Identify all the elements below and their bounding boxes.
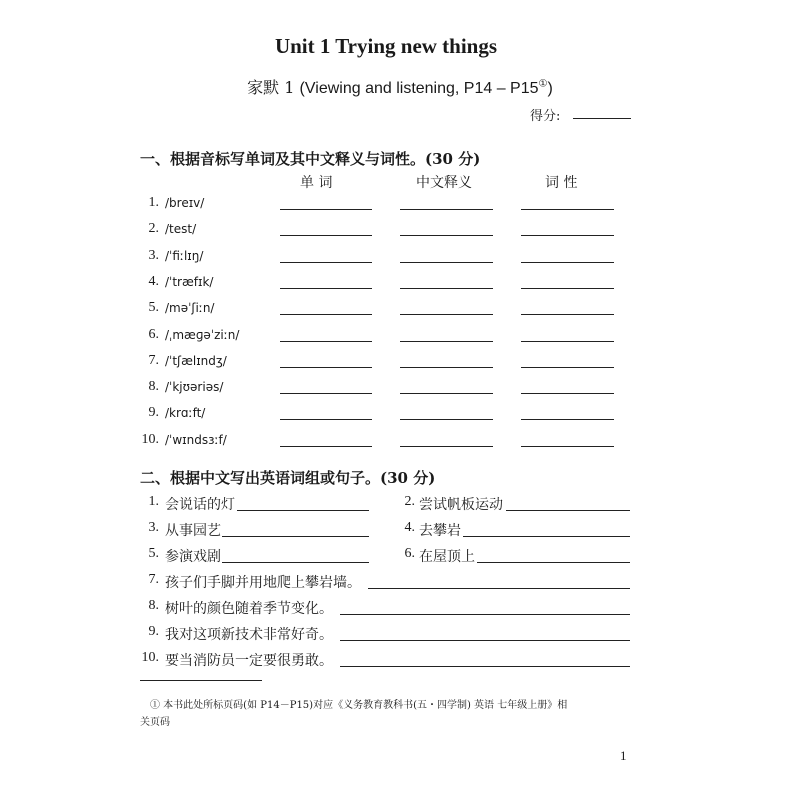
footnote-mark: ① xyxy=(538,78,548,90)
s1-item-3-meaning-blank[interactable] xyxy=(400,262,493,263)
s1-item-7-meaning-blank[interactable] xyxy=(400,367,493,368)
s2-item-8-num: 8. xyxy=(148,598,159,613)
s1-item-4-meaning-blank[interactable] xyxy=(400,288,493,289)
s2-item-5-blank[interactable] xyxy=(222,562,369,563)
s1-item-6-word-blank[interactable] xyxy=(280,341,372,342)
s2-item-7-prompt: 孩子们手脚并用地爬上攀岩墙。 xyxy=(165,575,361,591)
s1-item-2-meaning-blank[interactable] xyxy=(400,235,493,236)
s1-item-5-meaning-blank[interactable] xyxy=(400,314,493,315)
s1-item-7-pos-blank[interactable] xyxy=(521,367,614,368)
s1-item-6-pos-blank[interactable] xyxy=(521,341,614,342)
s1-item-10-num: 10. xyxy=(141,432,159,447)
s2-item-1-blank[interactable] xyxy=(237,510,369,511)
s2-item-8-blank[interactable] xyxy=(340,614,630,615)
s1-item-4-num: 4. xyxy=(148,274,159,289)
section2-heading: 二、根据中文写出英语词组或句子。(30 分) xyxy=(140,469,436,487)
s1-item-8-pos-blank[interactable] xyxy=(521,393,614,394)
s2-item-3-prompt: 从事园艺 xyxy=(165,523,221,539)
s1-item-3-num: 3. xyxy=(148,248,159,263)
s1-item-2-pos-blank[interactable] xyxy=(521,235,614,236)
s1-item-1-pos-blank[interactable] xyxy=(521,209,614,210)
s1-item-10-meaning-blank[interactable] xyxy=(400,446,493,447)
s1-item-5-num: 5. xyxy=(148,300,159,315)
page-subtitle xyxy=(0,75,800,98)
s1-item-5-pos-blank[interactable] xyxy=(521,314,614,315)
s1-item-4-word-blank[interactable] xyxy=(280,288,372,289)
col-meaning-header: 中文释义 xyxy=(416,175,472,191)
s2-item-4-blank[interactable] xyxy=(463,536,630,537)
s1-item-7-num: 7. xyxy=(148,353,159,368)
s2-item-5-num: 5. xyxy=(148,546,159,561)
s1-item-10-phonetic: /ˈwɪndsɜːf/ xyxy=(165,433,227,447)
s2-item-9-num: 9. xyxy=(148,624,159,639)
s1-item-7-word-blank[interactable] xyxy=(280,367,372,368)
s2-item-5-prompt: 参演戏剧 xyxy=(165,549,221,565)
s2-item-6-blank[interactable] xyxy=(477,562,630,563)
s2-item-3-blank[interactable] xyxy=(222,536,369,537)
s2-item-6-prompt: 在屋顶上 xyxy=(419,549,475,565)
s1-item-3-pos-blank[interactable] xyxy=(521,262,614,263)
s1-item-2-num: 2. xyxy=(148,221,159,236)
s2-item-1-prompt: 会说话的灯 xyxy=(165,497,235,513)
footnote-line-2: 关页码 xyxy=(140,717,170,728)
page-number: 1 xyxy=(620,748,627,763)
s1-item-6-meaning-blank[interactable] xyxy=(400,341,493,342)
s1-item-3-word-blank[interactable] xyxy=(280,262,372,263)
s2-item-10-num: 10. xyxy=(141,650,159,665)
s1-item-1-num: 1. xyxy=(148,195,159,210)
score-blank[interactable] xyxy=(573,118,631,119)
s1-item-3-phonetic: /ˈfiːlɪŋ/ xyxy=(165,249,204,263)
s1-item-9-meaning-blank[interactable] xyxy=(400,419,493,420)
s1-item-10-word-blank[interactable] xyxy=(280,446,372,447)
section1-heading: 一、根据音标写单词及其中文释义与词性。(30 分) xyxy=(140,150,481,168)
s1-item-2-word-blank[interactable] xyxy=(280,235,372,236)
s1-item-9-phonetic: /krɑːft/ xyxy=(165,406,206,420)
s1-item-9-word-blank[interactable] xyxy=(280,419,372,420)
footnote-rule xyxy=(140,680,262,681)
s1-item-8-phonetic: /ˈkjʊəriəs/ xyxy=(165,380,224,394)
s2-item-8-prompt: 树叶的颜色随着季节变化。 xyxy=(165,601,333,617)
s2-item-6-num: 6. xyxy=(404,546,415,561)
s1-item-6-num: 6. xyxy=(148,327,159,342)
s1-item-2-phonetic: /test/ xyxy=(165,222,197,236)
s1-item-4-pos-blank[interactable] xyxy=(521,288,614,289)
subtitle-cn: 家默 1 xyxy=(247,78,295,97)
s2-item-1-num: 1. xyxy=(148,494,159,509)
s2-item-2-prompt: 尝试帆板运动 xyxy=(419,497,503,513)
s1-item-1-phonetic: /breɪv/ xyxy=(165,196,205,210)
s1-item-1-word-blank[interactable] xyxy=(280,209,372,210)
s2-item-10-blank[interactable] xyxy=(340,666,630,667)
s1-item-8-num: 8. xyxy=(148,379,159,394)
subtitle-en: (Viewing and listening, P14 – P15 xyxy=(299,80,539,97)
s1-item-7-phonetic: /ˈtʃælɪndʒ/ xyxy=(165,354,227,368)
s1-item-10-pos-blank[interactable] xyxy=(521,446,614,447)
s2-item-7-num: 7. xyxy=(148,572,159,587)
s1-item-9-pos-blank[interactable] xyxy=(521,419,614,420)
s2-item-9-blank[interactable] xyxy=(340,640,630,641)
s1-item-8-word-blank[interactable] xyxy=(280,393,372,394)
s2-item-2-num: 2. xyxy=(404,494,415,509)
col-word-header: 单 词 xyxy=(300,175,333,191)
s1-item-5-phonetic: /məˈʃiːn/ xyxy=(165,301,215,315)
s1-item-9-num: 9. xyxy=(148,405,159,420)
score-label: 得分: xyxy=(530,109,561,124)
footnote-line-1: ① 本书此处所标页码(如 P14－P15)对应《义务教育教科书(五・四学制) 英语 七年级上册》相 xyxy=(150,700,568,711)
s2-item-7-blank[interactable] xyxy=(368,588,630,589)
s2-item-10-prompt: 要当消防员一定要很勇敢。 xyxy=(165,653,333,669)
s2-item-2-blank[interactable] xyxy=(506,510,630,511)
s2-item-4-num: 4. xyxy=(404,520,415,535)
col-pos-header: 词 性 xyxy=(545,175,578,191)
s1-item-5-word-blank[interactable] xyxy=(280,314,372,315)
s1-item-6-phonetic: /ˌmæɡəˈziːn/ xyxy=(165,328,240,342)
s1-item-4-phonetic: /ˈtræfɪk/ xyxy=(165,275,214,289)
s1-item-1-meaning-blank[interactable] xyxy=(400,209,493,210)
s2-item-4-prompt: 去攀岩 xyxy=(419,523,461,539)
s1-item-8-meaning-blank[interactable] xyxy=(400,393,493,394)
s2-item-9-prompt: 我对这项新技术非常好奇。 xyxy=(165,627,333,643)
subtitle-close: ) xyxy=(547,80,553,97)
page-title: Unit 1 Trying new things xyxy=(274,34,498,58)
s2-item-3-num: 3. xyxy=(148,520,159,535)
